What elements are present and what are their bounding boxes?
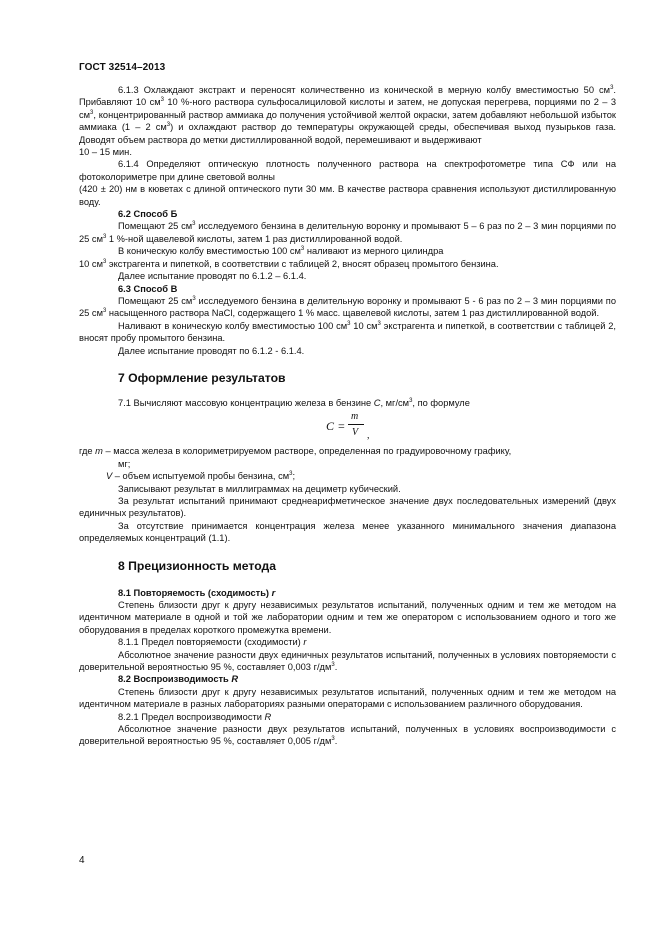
formula-numerator: m	[351, 411, 359, 423]
section-7-heading: 7 Оформление результатов	[118, 370, 286, 385]
section-6-3-title: 6.3 Способ В	[118, 283, 178, 294]
formula-fraction-bar	[348, 424, 364, 425]
formula-comma: ,	[367, 430, 370, 442]
page-number: 4	[79, 855, 85, 866]
section-6-2-title: 6.2 Способ Б	[118, 209, 178, 220]
paragraph-6-2-wash: Помещают 25 $см^3$ исследуемого бензина в делительную воронку и промывают 5 – 6 раз по 2 – 3 мин порциями по 25 $см^3$ 1 %-ной щавелевой кислоты, затем 1 раз дистиллированной водой.	[79, 221, 616, 244]
where-v: V – объем испытуемой пробы бензина, $см^3$;	[106, 471, 296, 482]
paragraph-8-2: Степень близости друг к другу независимых результатов испытаний, полученных одним и тем же методом на идентичном материале в разных лабораториях разными операторами с использованием различного оборудования.	[79, 686, 616, 710]
paragraph-6-3-further: Далее испытание проводят по 6.1.2 - 6.1.4.	[118, 345, 305, 356]
paragraph-6-2-extractant: 10 $см^3$ экстрагента и пипеткой, в соответствии с таблицей 2, вносят образец промытого бензина.	[79, 258, 499, 269]
paragraph-6-3-wash: Помещают 25 $см^3$ исследуемого бензина в делительную воронку и промывают 5 - 6 раз по 2 – 3 мин порциями по 25 $см^3$ насыщенного раствора NaCl, содержащего 1 % масс. щавелевой кислоты, затем 1 раз дистиллированной водой.	[79, 295, 616, 319]
paragraph-7-1: 7.1 Вычисляют массовую концентрацию железа в бензине С, $мг/см^3$, по формуле	[118, 397, 470, 408]
paragraph-6-2-further: Далее испытание проводят по 6.1.2 – 6.1.4.	[118, 271, 307, 282]
section-8-2-title: 8.2 Воспроизводимость R	[118, 674, 239, 685]
paragraph-8-2-1: Абсолютное значение разности двух результатов испытаний, полученных в условиях воспроизводимости с доверительной вероятностью 95 %, составляет 0,005 $г/дм^3$.	[79, 724, 616, 747]
paragraph-7-absence: За отсутствие принимается концентрация железа менее указанного минимального значения диапазона определяемых концентраций (1.1).	[79, 520, 616, 544]
formula-denominator: V	[352, 427, 359, 439]
paragraph-8-1: Степень близости друг к другу независимых результатов испытаний, полученных одним и тем же методом на идентичном материале в одной и той же лаборатории одним и тем же оператором с использованием одного и того же оборудования в пределах короткого промежутка времени.	[79, 600, 616, 635]
section-8-2-1-title: 8.2.1 Предел воспроизводимости R	[118, 711, 272, 722]
where-m: где m – масса железа в колориметрируемом растворе, определенная по градуировочному графику, мг;	[79, 446, 512, 469]
paragraph-6-3-flask: Наливают в коническую колбу вместимостью 100 $см^3$ 10 $см^3$ экстрагента и пипеткой, в соответствии с таблицей 2, вносят пробу промытого бензина.	[79, 320, 617, 344]
paragraph-6-1-3-time: 10 – 15 мин.	[79, 147, 132, 158]
section-8-1-title: 8.1 Повторяемость (сходимость) r	[118, 587, 276, 598]
formula-lhs: С	[326, 419, 335, 434]
paragraph-7-result: За результат испытаний принимают среднеарифметическое значение двух последовательных измерений (двух единичных результатов).	[79, 495, 616, 519]
paragraph-6-1-4: 6.1.4 Определяют оптическую плотность полученного раствора на спектрофотометре типа СФ или на фотоколориметре при длине световой волны	[79, 159, 616, 182]
concentration-formula	[79, 411, 616, 445]
standard-code: ГОСТ 32514–2013	[79, 62, 166, 73]
section-8-heading: 8 Прецизионность метода	[118, 558, 276, 573]
paragraph-6-1-3: 6.1.3 Охлаждают экстракт и переносят количественно из конической в мерную колбу вместимостью 50 $см^3$. Прибавляют 10 $см^3$ 10 %-ного раствора сульфосалициловой кислоты и затем, не допуская перегрева, порциями по 2 – 3 $см^3$, концентрированный раствор аммиака до получения устойчивой желтой окраски, затем добавляют небольшой избыток аммиака (1 – 2 $см^3$) и охлаждают раствор до температуры окружающей среды, обеспечивая выход пузырьков газа. Доводят объем раствора до метки дистиллированной водой, перемешивают и выдерживают	[79, 85, 617, 145]
page-content	[79, 84, 616, 748]
section-8-1-1-title: 8.1.1 Предел повторяемости (сходимости) r	[118, 637, 307, 648]
paragraph-6-2-flask: В коническую колбу вместимостью 100 $см^3$ наливают из мерного цилиндра	[118, 246, 444, 257]
paragraph-8-1-1: Абсолютное значение разности двух единичных результатов испытаний, полученных в условиях повторяемости с доверительной вероятностью 95 %, составляет 0,003 $г/дм^3$.	[79, 649, 616, 673]
paragraph-6-1-4-cont: (420 ± 20) нм в кюветах с длиной оптического пути 30 мм. В качестве раствора сравнения используют дистиллированную воду.	[79, 184, 616, 207]
formula-equals: =	[338, 419, 345, 434]
paragraph-7-record: Записывают результат в миллиграммах на дециметр кубический.	[118, 483, 401, 494]
